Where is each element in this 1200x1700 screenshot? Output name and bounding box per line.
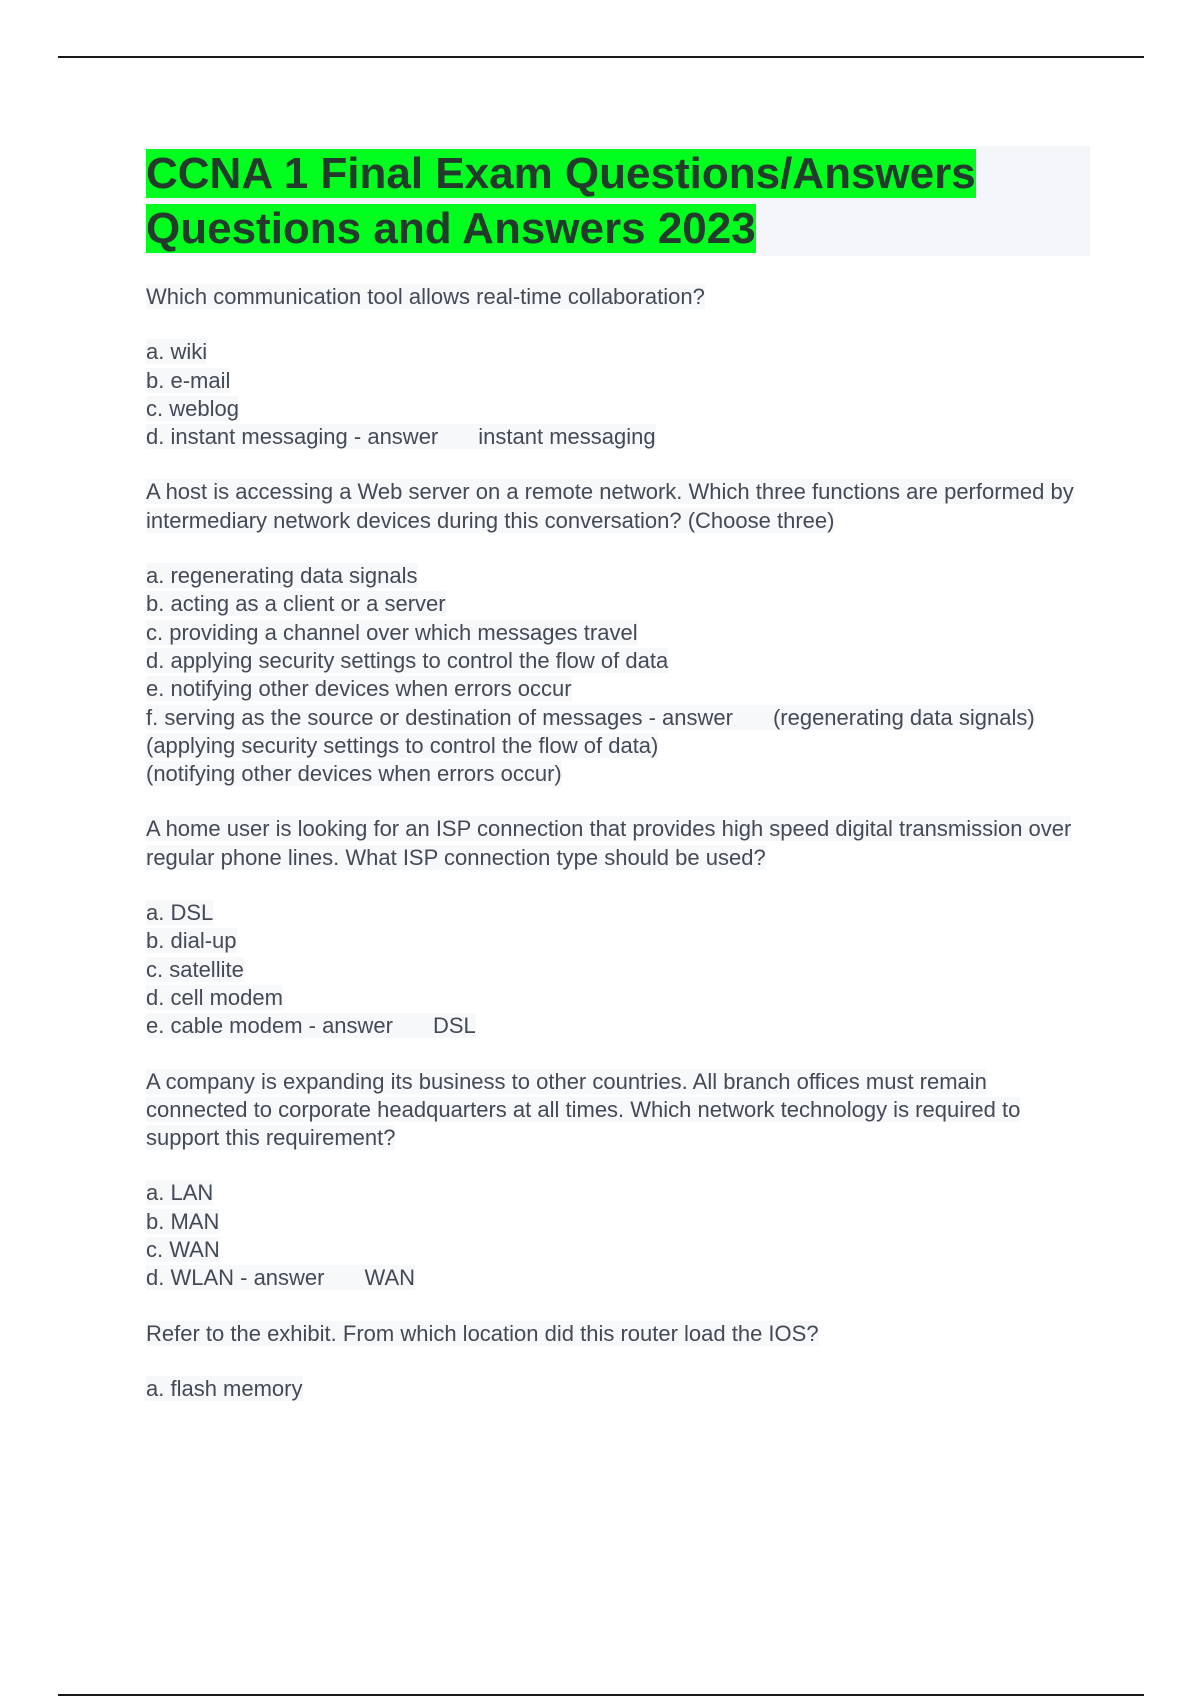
top-rule <box>58 56 1144 58</box>
question-block-3 <box>146 815 1090 1040</box>
bottom-rule <box>58 1694 1144 1696</box>
question-text: Which communication tool allows real-time collaboration? <box>146 284 705 309</box>
option-item: c. satellite <box>146 956 244 982</box>
answer-extra-line: (notifying other devices when errors occur) <box>146 761 562 787</box>
option-item: a. DSL <box>146 900 214 926</box>
question-block-1 <box>146 283 1090 451</box>
option-item: c. providing a channel over which messages travel <box>146 619 638 645</box>
question-text: A home user is looking for an ISP connection that provides high speed digital transmission over regular phone lines. What ISP connection type should be used? <box>146 816 1072 870</box>
answer-text: instant messaging <box>478 424 656 450</box>
answer-text: WAN <box>364 1265 416 1291</box>
option-item: e. notifying other devices when errors occur <box>146 676 572 702</box>
title-block <box>146 146 1090 256</box>
title-line-1: CCNA 1 Final Exam Questions/Answers <box>146 149 976 198</box>
option-item: b. e-mail <box>146 367 231 393</box>
option-item: b. MAN <box>146 1208 220 1234</box>
option-item: d. applying security settings to control the flow of data <box>146 647 669 673</box>
option-item: b. dial-up <box>146 928 237 954</box>
option-item: c. WAN <box>146 1237 220 1263</box>
document-title <box>146 146 1090 256</box>
question-text: Refer to the exhibit. From which location did this router load the IOS? <box>146 1320 819 1346</box>
option-item: a. wiki <box>146 339 208 365</box>
option-item-with-answer: d. WLAN - answer WAN <box>146 1265 416 1291</box>
option-item: a. LAN <box>146 1180 214 1206</box>
answer-extra-line: (applying security settings to control the flow of data) <box>146 732 659 758</box>
option-item: b. acting as a client or a server <box>146 591 446 617</box>
answer-text: (regenerating data signals) <box>772 704 1035 730</box>
option-item: c. weblog <box>146 395 239 421</box>
question-block-5 <box>146 1320 1090 1404</box>
question-text: A company is expanding its business to other countries. All branch offices must remain connected to corporate headquarters at all times. Which network technology is required to support this requirement? <box>146 1068 1021 1151</box>
option-item: a. flash memory <box>146 1375 303 1401</box>
question-block-2 <box>146 478 1090 788</box>
option-item-with-answer: d. instant messaging - answer instant messaging <box>146 424 656 450</box>
document-body <box>146 146 1090 1403</box>
option-item-with-answer: e. cable modem - answer DSL <box>146 1013 476 1039</box>
answer-text: DSL <box>433 1013 476 1039</box>
option-item: a. regenerating data signals <box>146 563 418 589</box>
title-line-2: Questions and Answers 2023 <box>146 204 756 253</box>
question-text: A host is accessing a Web server on a remote network. Which three functions are performed by intermediary network devices during this conversation? (Choose three) <box>146 479 1074 533</box>
question-block-4 <box>146 1068 1090 1293</box>
option-item: d. cell modem <box>146 984 283 1010</box>
option-item-with-answer: f. serving as the source or destination of messages - answer (regenerating data signals) <box>146 704 1035 730</box>
